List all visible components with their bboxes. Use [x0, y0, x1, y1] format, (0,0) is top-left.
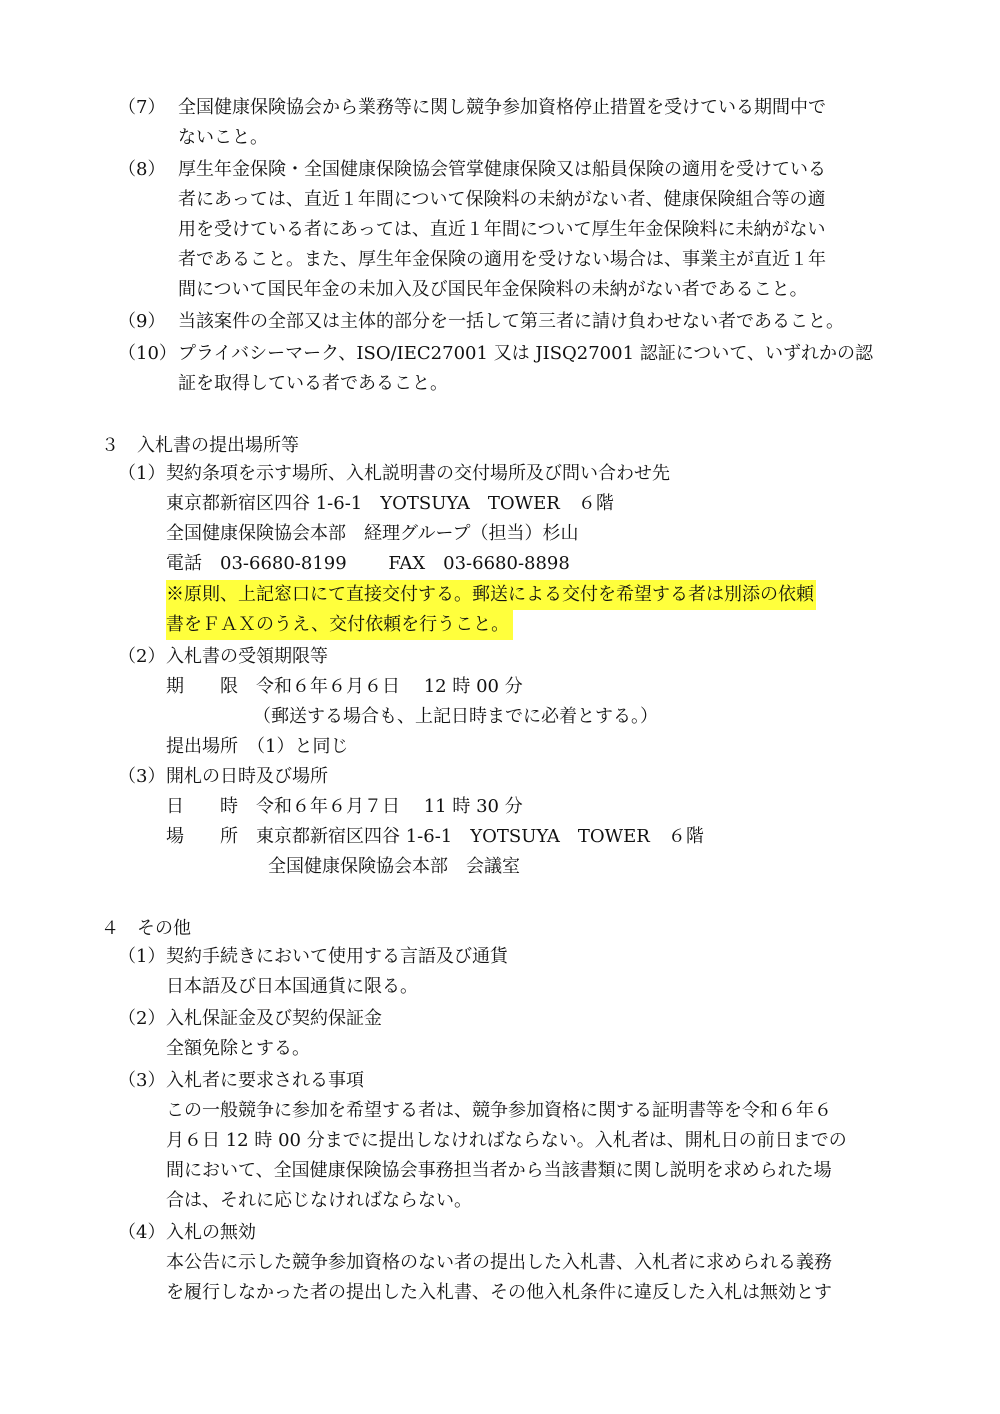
sub-item-number: （4）	[118, 1222, 166, 1243]
section-heading: ４ その他	[101, 918, 191, 939]
sub-item-body: 間において、全国健康保険協会事務担当者から当該書類に関し説明を求められた場	[166, 1160, 832, 1181]
sub-item-title: 契約手続きにおいて使用する言語及び通貨	[166, 946, 508, 967]
item-text-line: 者であること。また、厚生年金保険の適用を受けない場合は、事業主が直近１年	[178, 249, 826, 270]
item-text-line: 用を受けている者にあっては、直近１年間について厚生年金保険料に未納がない	[178, 219, 826, 240]
sub-item-number: （2）	[118, 646, 166, 667]
sub-item-title: 契約条項を示す場所、入札説明書の交付場所及び問い合わせ先	[166, 463, 670, 484]
highlighted-note-line: ※原則、上記窓口にて直接交付する。郵送による交付を希望する者は別添の依頼	[166, 580, 816, 610]
sub-item-number: （2）	[118, 1008, 166, 1029]
item-number: （8）	[118, 159, 166, 180]
sub-item-title: 入札書の受領期限等	[166, 646, 328, 667]
opening-datetime: 日 時 令和６年６月７日 11 時 30 分	[166, 796, 523, 817]
sub-item-body: この一般競争に参加を希望する者は、競争参加資格に関する証明書等を令和６年６	[166, 1100, 832, 1121]
sub-item-body: 月６日 12 時 00 分までに提出しなければならない。入札者は、開札日の前日までの	[166, 1130, 847, 1151]
sub-item-number: （1）	[118, 463, 166, 484]
item-number: （7）	[118, 97, 166, 118]
sub-item-body: 全額免除とする。	[166, 1038, 310, 1059]
sub-item-title: 入札保証金及び契約保証金	[166, 1008, 382, 1029]
item-text-line: 者にあっては、直近１年間について保険料の未納がない者、健康保険組合等の適	[178, 189, 826, 210]
item-number: （10）	[118, 343, 177, 364]
opening-place: 場 所 東京都新宿区四谷 1-6-1 YOTSUYA TOWER ６階	[166, 826, 704, 847]
sub-item-number: （3）	[118, 766, 166, 787]
sub-item-body: 合は、それに応じなければならない。	[166, 1190, 472, 1211]
item-text-line: ないこと。	[178, 127, 268, 148]
item-text-line: 厚生年金保険・全国健康保険協会管掌健康保険又は船員保険の適用を受けている	[178, 159, 826, 180]
item-text-line: 全国健康保険協会から業務等に関し競争参加資格停止措置を受けている期間中で	[178, 97, 826, 118]
item-text-line: プライバシーマーク、ISO/IEC27001 又は JISQ27001 認証について、いずれかの認	[178, 343, 874, 364]
sub-item-number: （3）	[118, 1070, 166, 1091]
phone-fax-text: 電話 03-6680-8199 FAX 03-6680-8898	[166, 553, 570, 574]
highlighted-note-line: 書をＦＡＸのうえ、交付依頼を行うこと。	[166, 610, 513, 640]
sub-item-title: 入札者に要求される事項	[166, 1070, 364, 1091]
submission-place: 提出場所 （1）と同じ	[166, 736, 349, 757]
sub-item-title: 入札の無効	[166, 1222, 256, 1243]
deadline-text: 期 限 令和６年６月６日 12 時 00 分	[166, 676, 523, 697]
sub-item-title: 開札の日時及び場所	[166, 766, 328, 787]
sub-item-body: 本公告に示した競争参加資格のない者の提出した入札書、入札者に求められる義務	[166, 1252, 832, 1273]
item-number: （9）	[118, 311, 166, 332]
item-text-line: 当該案件の全部又は主体的部分を一括して第三者に請け負わせない者であること。	[178, 311, 844, 332]
sub-item-number: （1）	[118, 946, 166, 967]
deadline-note: （郵送する場合も、上記日時までに必着とする。）	[253, 706, 658, 727]
item-text-line: 証を取得している者であること。	[178, 373, 448, 394]
contact-text: 全国健康保険協会本部 経理グループ（担当）杉山	[166, 523, 579, 544]
sub-item-body: 日本語及び日本国通貨に限る。	[166, 976, 418, 997]
section-heading: ３ 入札書の提出場所等	[101, 435, 299, 456]
address-text: 東京都新宿区四谷 1-6-1 YOTSUYA TOWER ６階	[166, 493, 614, 514]
opening-room: 全国健康保険協会本部 会議室	[268, 856, 520, 877]
sub-item-body: を履行しなかった者の提出した入札書、その他入札条件に違反した入札は無効とす	[166, 1282, 832, 1303]
item-text-line: 間について国民年金の未加入及び国民年金保険料の未納がない者であること。	[178, 279, 808, 300]
